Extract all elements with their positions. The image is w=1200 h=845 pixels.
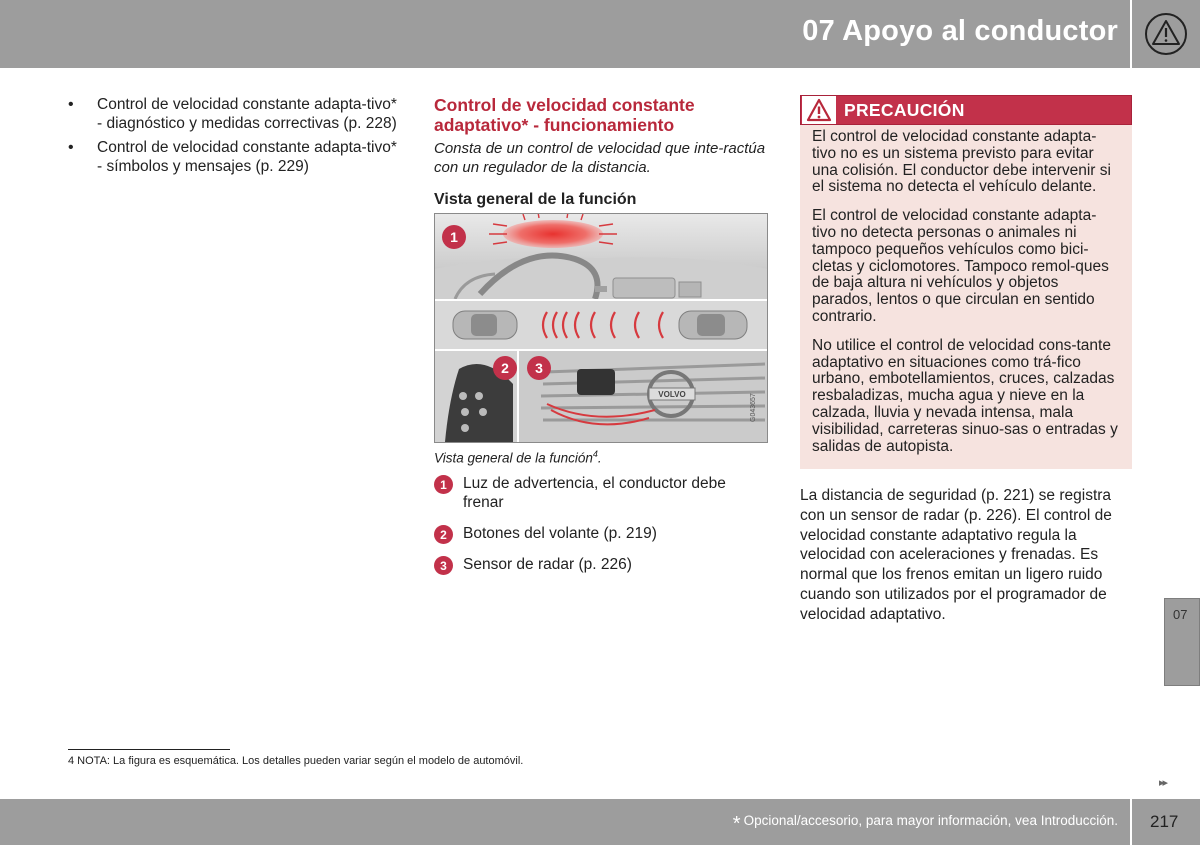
own-car-topview [453,311,517,339]
callout-item-3 [434,555,768,574]
svg-text:2: 2 [501,360,509,376]
svg-text:1: 1 [450,229,458,245]
callout-badge-2 [493,356,517,380]
next-page-arrows-icon: ▸▸ [1159,777,1167,789]
caution-header [800,95,1132,125]
footer-note [733,813,1118,836]
callout-badge-1 [442,225,466,249]
related-link-diagnostics[interactable]: • Control de velocidad constante adapta-tivo* - diagnóstico y medidas correctivas (p. 228) [68,95,398,133]
callout-number-badge [434,556,453,575]
warning-triangle-icon [1143,11,1189,57]
optional-star: * [732,813,741,835]
header-icon-box [1132,0,1200,68]
footer-bar [0,799,1130,845]
middle-column [434,95,768,586]
svg-text:3: 3 [535,360,543,376]
section-title: Control de velocidad constante adaptativo* - funcionamiento [434,95,695,135]
callout-badge-3 [527,356,551,380]
caution-label: PRECAUCIÓN [844,99,965,120]
svg-text:1: 1 [440,477,447,492]
section-intro: Consta de un control de velocidad que inte-ractúa con un regulador de la distancia. [434,140,766,176]
callout-list [434,474,768,574]
chapter-tab-label: 07 [1173,607,1188,622]
caution-icon-box [802,96,836,124]
caution-box [800,95,1132,469]
caution-paragraph: No utilice el control de velocidad cons-tante adaptativo en situaciones como trá-fico urbano, embotellamientos, cruces, calzadas resbaladizas, mucha agua y nieve en la calzada, lluvia y nevada intensa, mala visibilidad, carreteras sinuo-sas o entradas y salidas de autopista. [812,336,1118,455]
function-overview-illustration [435,214,767,442]
related-links-list [68,95,398,176]
related-link-symbols[interactable]: • Control de velocidad constante adapta-tivo* - símbolos y mensajes (p. 229) [68,138,398,176]
caption-text: Vista general de la función [434,450,593,466]
function-overview-heading: Vista general de la función [434,191,637,208]
figure-caption: Vista general de la función$^4$. [434,449,602,466]
callout-text[interactable]: Sensor de radar (p. 226) [463,555,632,573]
warning-triangle-icon [806,98,832,122]
function-overview-figure [434,213,768,443]
callout-item-1 [434,474,768,512]
footnote-divider [68,749,230,750]
chapter-title: 07 Apoyo al conductor [802,15,1118,47]
caption-footnote-ref: 4 [592,449,598,459]
footer-note-text: Opcional/accesorio, para mayor información, vea Introducción. [743,813,1118,828]
svg-text:2: 2 [440,527,447,542]
page-number: 217 [1150,812,1179,831]
chapter-side-tab[interactable] [1164,598,1200,686]
footnote: 4 NOTA: La figura es esquemática. Los detalles pueden variar según el modelo de automóvil. [68,755,524,767]
right-column [800,95,1132,624]
page-number-box [1132,799,1200,845]
callout-text[interactable]: Botones del volante (p. 219) [463,524,657,542]
grille-logo-text: VOLVO [658,390,686,399]
callout-text: Luz de advertencia, el conductor debe frenar [463,474,726,511]
svg-text:3: 3 [440,558,447,573]
callout-item-2 [434,524,768,543]
caution-paragraph: El control de velocidad constante adapta-tivo no detecta personas o animales ni tampoco pequeños vehículos como bici-cletas y ciclomotores. Tampoco remol-ques de baja altura ni vehículos y objetos parados, lentos o que circulan en sentido contrario. [812,207,1109,325]
vehicle-ahead-topview [679,311,747,339]
left-column [68,95,398,181]
callout-number-badge [434,475,453,494]
callout-number-badge [434,525,453,544]
header-bar [0,0,1130,68]
caution-paragraph: El control de velocidad constante adapta-tivo no es un sistema previsto para evitar una colisión. El conductor debe intervenir si el sistema no detecta el vehículo delante. [812,128,1111,196]
figure-code: G043657 [750,393,757,422]
body-paragraph: La distancia de seguridad (p. 221) se registra con un sensor de radar (p. 226). El control de velocidad constante adaptativo regula la velocidad con aceleraciones y frenadas. Es normal que los frenos emitan un ligero ruido cuando son utilizados por el programador de velocidad adaptativo. [800,487,1112,623]
